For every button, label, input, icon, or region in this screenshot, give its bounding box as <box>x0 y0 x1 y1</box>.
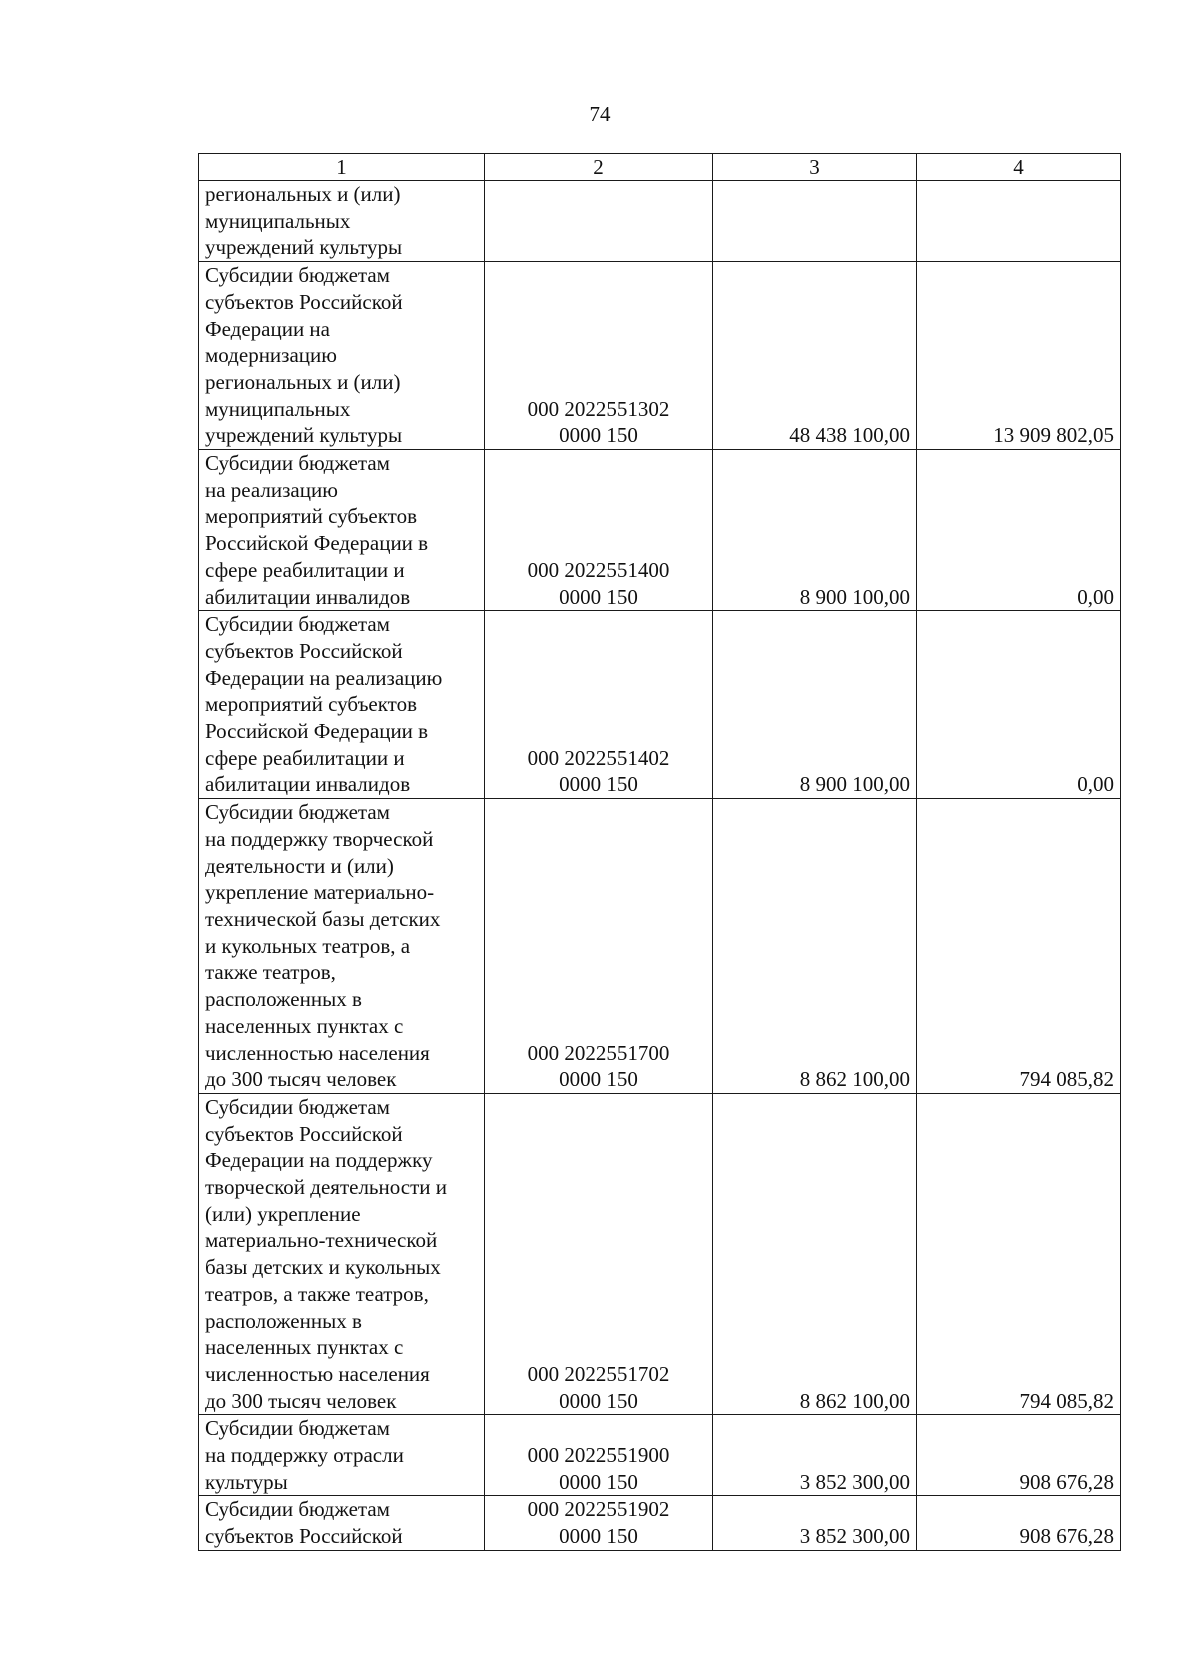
amount-col3: 3 852 300,00 <box>713 1496 917 1550</box>
item-name: Субсидии бюджетам субъектов Российской Федерации на поддержку творческой деятельности и (или) укрепление материально-технической базы детских и кукольных театров, а также театров, расположенных в населенных пунктах с численностью населения до 300 тысяч человек <box>199 1093 485 1414</box>
amount-col3: 8 900 100,00 <box>713 611 917 799</box>
amount-col4 <box>917 181 1121 262</box>
table-body <box>199 181 1121 1551</box>
item-name: Субсидии бюджетам субъектов Российской Федерации на модернизацию региональных и (или) муниципальных учреждений культуры <box>199 262 485 450</box>
budget-code: 000 2022551700 0000 150 <box>485 799 713 1094</box>
amount-col3 <box>713 181 917 262</box>
table-row <box>199 799 1121 1094</box>
amount-col4: 908 676,28 <box>917 1496 1121 1550</box>
page-number: 74 <box>589 102 611 126</box>
table-row <box>199 1496 1121 1550</box>
amount-col4: 908 676,28 <box>917 1415 1121 1496</box>
amount-col3: 3 852 300,00 <box>713 1415 917 1496</box>
budget-code: 000 2022551400 0000 150 <box>485 450 713 611</box>
budget-code: 000 2022551902 0000 150 <box>485 1496 713 1550</box>
item-name: региональных и (или) муниципальных учреждений культуры <box>199 181 485 262</box>
item-name: Субсидии бюджетам субъектов Российской <box>199 1496 485 1550</box>
table-row <box>199 1415 1121 1496</box>
budget-code: 000 2022551702 0000 150 <box>485 1093 713 1414</box>
amount-col4: 0,00 <box>917 450 1121 611</box>
amount-col4: 794 085,82 <box>917 799 1121 1094</box>
table-row <box>199 262 1121 450</box>
budget-code: 000 2022551402 0000 150 <box>485 611 713 799</box>
item-name: Субсидии бюджетам на реализацию мероприятий субъектов Российской Федерации в сфере реабилитации и абилитации инвалидов <box>199 450 485 611</box>
budget-table <box>198 153 1121 1551</box>
item-name: Субсидии бюджетам на поддержку отрасли культуры <box>199 1415 485 1496</box>
amount-col3: 8 900 100,00 <box>713 450 917 611</box>
item-name: Субсидии бюджетам субъектов Российской Федерации на реализацию мероприятий субъектов Российской Федерации в сфере реабилитации и абилитации инвалидов <box>199 611 485 799</box>
budget-code <box>485 181 713 262</box>
table-row <box>199 1093 1121 1414</box>
amount-col4: 794 085,82 <box>917 1093 1121 1414</box>
amount-col3: 8 862 100,00 <box>713 1093 917 1414</box>
column-header-3: 3 <box>713 154 917 181</box>
budget-code: 000 2022551302 0000 150 <box>485 262 713 450</box>
table-header <box>199 154 1121 181</box>
amount-col3: 8 862 100,00 <box>713 799 917 1094</box>
column-header-1: 1 <box>199 154 485 181</box>
header-row <box>199 154 1121 181</box>
item-name: Субсидии бюджетам на поддержку творческой деятельности и (или) укрепление материально- технической базы детских и кукольных театров, а также театров, расположенных в населенных пунктах с численностью населения до 300 тысяч человек <box>199 799 485 1094</box>
table-row <box>199 611 1121 799</box>
column-header-4: 4 <box>917 154 1121 181</box>
column-header-2: 2 <box>485 154 713 181</box>
table-row <box>199 450 1121 611</box>
amount-col4: 0,00 <box>917 611 1121 799</box>
amount-col3: 48 438 100,00 <box>713 262 917 450</box>
budget-code: 000 2022551900 0000 150 <box>485 1415 713 1496</box>
table-row <box>199 181 1121 262</box>
amount-col4: 13 909 802,05 <box>917 262 1121 450</box>
